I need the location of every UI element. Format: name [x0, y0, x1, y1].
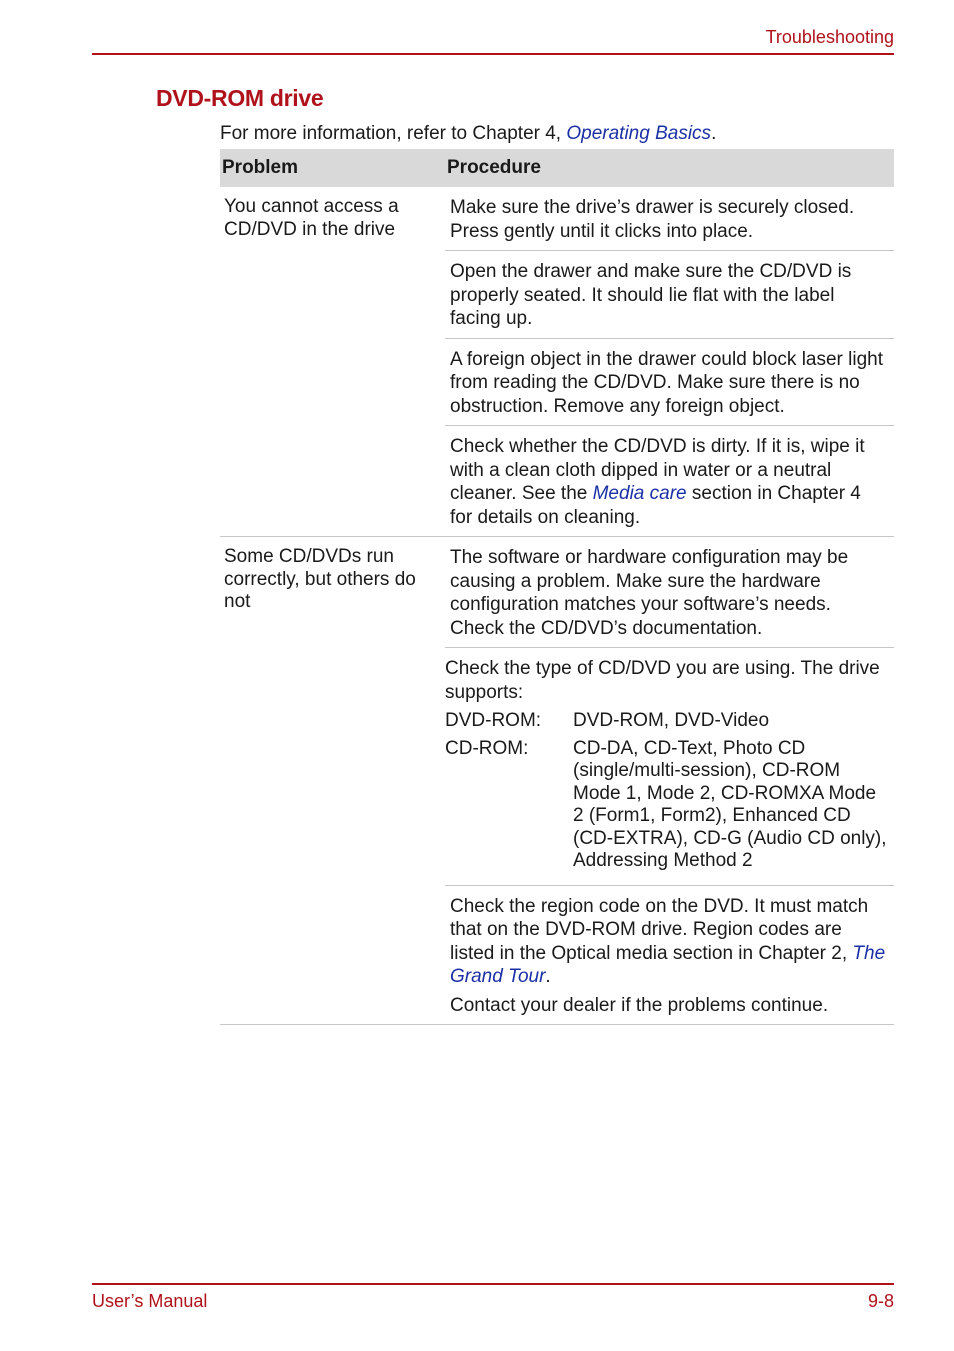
intro-before: For more information, refer to Chapter 4,: [220, 123, 567, 144]
troubleshooting-table: [220, 149, 894, 1025]
header-rule: [92, 53, 894, 55]
page-number: 9-8: [867, 1291, 894, 1311]
procedure-text: Open the drawer and make sure the CD/DVD is properly seated. It should lie flat with the label facing up.: [450, 261, 852, 329]
operating-basics-link[interactable]: Operating Basics: [566, 123, 712, 144]
procedure-item: [445, 251, 894, 339]
table-row: [220, 537, 894, 1025]
table-row: [220, 187, 894, 537]
procedure-text: [450, 435, 888, 529]
problem-cell: Some CD/DVDs run correctly, but others do not: [224, 546, 416, 612]
media-care-link[interactable]: Media care: [592, 483, 687, 504]
procedure-text-after: section in Chapter 4 for details on cleaning.: [450, 483, 861, 528]
column-header-problem: Problem: [222, 157, 299, 178]
procedure-text-before: Check whether the CD/DVD is dirty. If it is, wipe it with a clean cloth dipped in water or a neutral cleaner. See the: [450, 436, 865, 504]
format-label: CD-ROM:: [445, 737, 529, 759]
footer-manual-title: User’s Manual: [92, 1291, 208, 1311]
procedure-item: [445, 187, 894, 251]
format-value: CD-DA, CD-Text, Photo CD (single/multi-session), CD-ROM Mode 1, Mode 2, CD-ROMXA Mode 2 (Form1, Form2), Enhanced CD (CD-EXTRA), CD-G (Audio CD only), Addressing Method 2: [573, 737, 887, 871]
intro-text: [220, 123, 716, 145]
column-header-procedure: Procedure: [447, 157, 541, 178]
running-header: Troubleshooting: [765, 27, 894, 47]
procedure-item: [445, 426, 894, 536]
procedure-text: Check the type of CD/DVD you are using. The drive supports:: [445, 658, 880, 703]
procedure-item: [445, 339, 894, 427]
procedure-cell: [445, 537, 894, 1024]
format-label: DVD-ROM:: [445, 710, 542, 731]
procedure-cell: [445, 187, 894, 536]
intro-after: .: [711, 123, 717, 144]
procedure-text: Make sure the drive’s drawer is securely closed. Press gently until it clicks into place.: [450, 197, 855, 242]
procedure-item: [445, 648, 894, 886]
supported-format-row: [445, 738, 888, 873]
grand-tour-link[interactable]: The Grand Tour: [450, 942, 886, 987]
supported-format-row: [445, 710, 888, 733]
procedure-text: [450, 895, 888, 989]
supported-formats: [445, 710, 888, 873]
procedure-text: A foreign object in the drawer could block laser light from reading the CD/DVD. Make sure there is no obstruction. Remove any foreign object.: [450, 348, 884, 417]
procedure-text: The software or hardware configuration may be causing a problem. Make sure the hardware configuration matches your software’s needs. Check the CD/DVD’s documentation.: [450, 547, 849, 639]
format-value: DVD-ROM, DVD-Video: [573, 710, 770, 731]
procedure-note: Contact your dealer if the problems continue.: [450, 994, 829, 1016]
footer-rule: [92, 1283, 894, 1285]
section-title: DVD-ROM drive: [156, 85, 324, 111]
procedure-text-after: .: [545, 966, 551, 987]
problem-cell: You cannot access a CD/DVD in the drive: [224, 196, 399, 240]
procedure-item: [445, 886, 894, 1025]
procedure-text-before: Check the region code on the DVD. It must match that on the DVD-ROM drive. Region codes are listed in the Optical media section in Chapter 2,: [450, 895, 869, 964]
procedure-item: [445, 537, 894, 648]
table-header: [220, 149, 894, 187]
